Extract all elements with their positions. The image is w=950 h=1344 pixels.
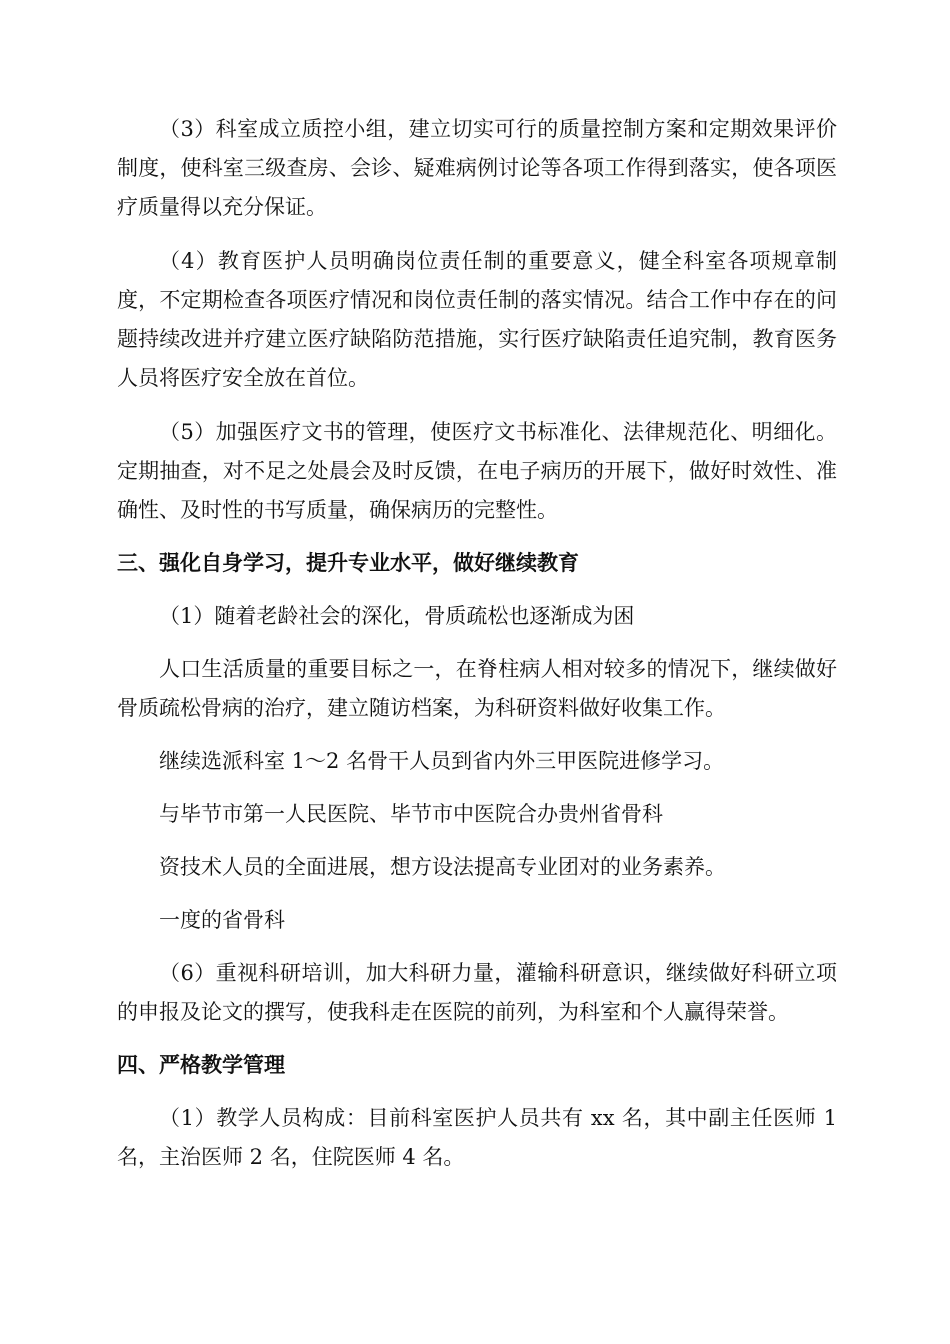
- paragraph-osteoporosis: （1）随着老龄社会的深化，骨质疏松也逐渐成为困: [159, 604, 635, 628]
- paragraph-cooperation: 与毕节市第一人民医院、毕节市中医院合办贵州省骨科: [159, 802, 663, 826]
- section-heading-3: 三、强化自身学习，提升专业水平，做好继续教育: [117, 551, 579, 575]
- document-page: [117, 110, 837, 1177]
- paragraph-quality-control: （3）科室成立质控小组，建立切实可行的质量控制方案和定期效果评价制度，使科室三级查房、会诊、疑难病例讨论等各项工作得到落实，使各项医疗质量得以充分保证。: [117, 117, 837, 219]
- paragraph-technical-staff: 资技术人员的全面进展，想方设法提高专业团对的业务素养。: [159, 855, 726, 879]
- paragraph-research: （6）重视科研培训，加大科研力量，灌输科研意识，继续做好科研立项的申报及论文的撰写，使我科走在医院的前列，为科室和个人赢得荣誉。: [117, 961, 837, 1024]
- paragraph-training: 继续选派科室 1～2 名骨干人员到省内外三甲医院进修学习。: [159, 749, 725, 773]
- paragraph-medical-records: （5）加强医疗文书的管理，使医疗文书标准化、法律规范化、明细化。定期抽查，对不足之处晨会及时反馈，在电子病历的开展下，做好时效性、准确性、及时性的书写质量，确保病历的完整性。: [117, 420, 837, 522]
- section-heading-4: 四、严格教学管理: [117, 1053, 285, 1077]
- paragraph-annual: 一度的省骨科: [159, 908, 285, 932]
- paragraph-teaching-staff: （1）教学人员构成：目前科室医护人员共有 xx 名，其中副主任医师 1 名，主治医师 2 名，住院医师 4 名。: [117, 1106, 837, 1169]
- paragraph-responsibility: （4）教育医护人员明确岗位责任制的重要意义，健全科室各项规章制度，不定期检查各项医疗情况和岗位责任制的落实情况。结合工作中存在的问题持续改进并疗建立医疗缺陷防范措施，实行医疗缺陷责任追究制，教育医务人员将医疗安全放在首位。: [117, 249, 837, 390]
- paragraph-population: 人口生活质量的重要目标之一，在脊柱病人相对较多的情况下，继续做好骨质疏松骨病的治疗，建立随访档案，为科研资料做好收集工作。: [117, 657, 837, 720]
